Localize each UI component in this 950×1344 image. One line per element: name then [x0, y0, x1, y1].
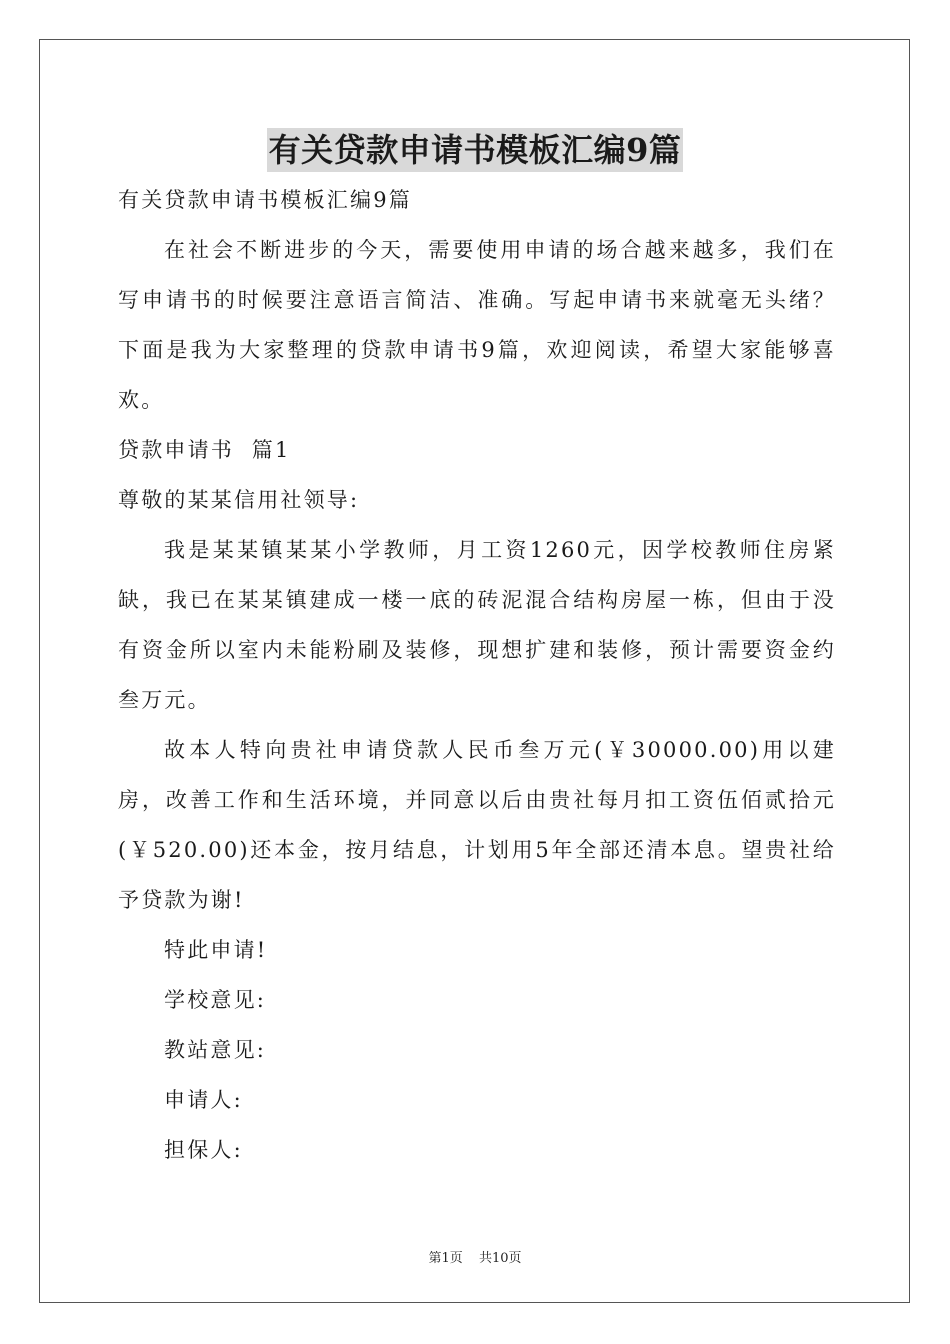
- title-container: [0, 128, 950, 172]
- document-subtitle: 有关贷款申请书模板汇编9篇: [118, 188, 412, 212]
- intro-paragraph: 在社会不断进步的今天，需要使用申请的场合越来越多，我们在写申请书的时候要注意语言简洁、准确。写起申请书来就毫无头绪？下面是我为大家整理的贷款申请书9篇，欢迎阅读，希望大家能够喜欢。: [118, 238, 836, 412]
- body-paragraph: 故本人特向贵社申请贷款人民币叁万元(￥30000.00)用以建房，改善工作和生活环境，并同意以后由贵社每月扣工资伍佰贰拾元(￥520.00)还本金，按月结息，计划用5年全部还清本息。望贵社给予贷款为谢!: [118, 738, 836, 912]
- station-opinion-label: 教站意见:: [164, 1038, 267, 1062]
- applicant-label: 申请人:: [164, 1088, 243, 1112]
- closing-line: 特此申请!: [164, 938, 268, 962]
- page-footer: [0, 1247, 950, 1266]
- school-opinion-label: 学校意见:: [164, 988, 267, 1012]
- page-number: 第1页: [428, 1251, 463, 1266]
- page-total: 共10页: [478, 1251, 522, 1266]
- guarantor-label: 担保人:: [164, 1138, 243, 1162]
- document-title: 有关贷款申请书模板汇编9篇: [267, 128, 684, 172]
- body-paragraph: 我是某某镇某某小学教师，月工资1260元，因学校教师住房紧缺，我已在某某镇建成一楼一底的砖泥混合结构房屋一栋，但由于没有资金所以室内未能粉刷及装修，现想扩建和装修，预计需要资金约叁万元。: [118, 538, 836, 712]
- document-body: [118, 175, 836, 1175]
- salutation: 尊敬的某某信用社领导:: [118, 488, 360, 512]
- section-heading: 贷款申请书 篇1: [118, 438, 291, 462]
